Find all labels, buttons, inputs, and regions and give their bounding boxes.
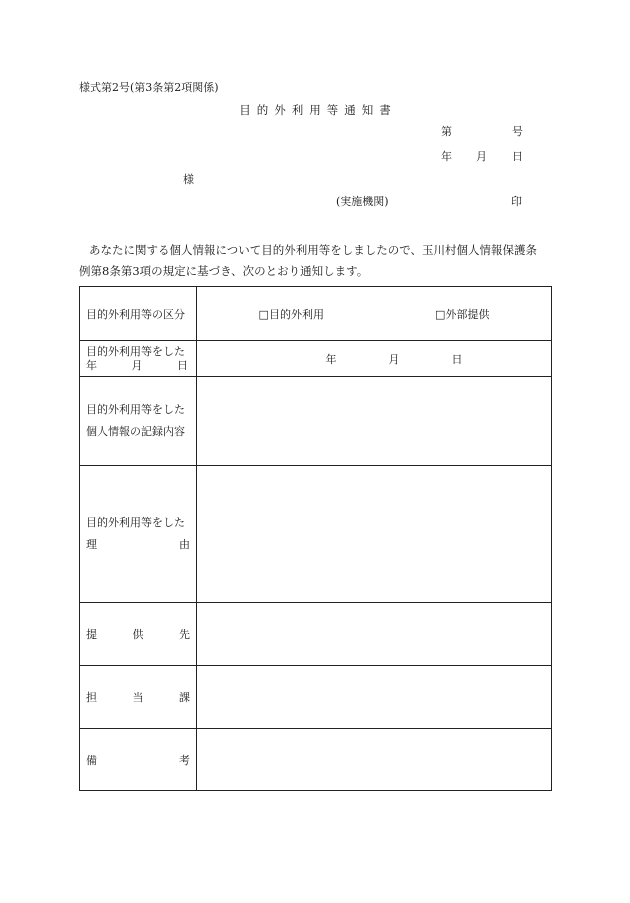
document-number-suffix: 号: [512, 125, 523, 138]
department-field[interactable]: [197, 666, 552, 729]
notice-text-line-2: 例第8条第3項の規定に基づき、次のとおり通知します。: [79, 264, 369, 278]
date-field-month: 月: [388, 352, 400, 366]
row-category: [80, 287, 552, 341]
category-options: [197, 287, 552, 341]
recipient-field[interactable]: [197, 603, 552, 666]
category-label: 目的外利用等の区分: [80, 287, 197, 341]
date-year: 年: [441, 150, 452, 163]
date-field-day: 日: [451, 352, 463, 366]
recipient-honorific: 様: [183, 173, 194, 186]
date-month: 月: [476, 150, 487, 163]
reason-label: 目的外利用等をした 理 由: [80, 466, 197, 603]
seal-mark: 印: [511, 195, 522, 208]
row-recipient: [80, 603, 552, 666]
option-external-provision[interactable]: □外部提供: [435, 307, 490, 321]
document-number-prefix: 第: [441, 125, 452, 138]
remarks-field[interactable]: [197, 729, 552, 791]
form-number: 様式第2号(第3条第2項関係): [79, 81, 219, 94]
date-label: 目的外利用等をした 年 月 日: [80, 341, 197, 377]
recipient-label: 提 供 先: [80, 603, 197, 666]
row-department: [80, 666, 552, 729]
row-remarks: [80, 729, 552, 791]
row-date: [80, 341, 552, 377]
row-reason: [80, 466, 552, 603]
issuing-agency: (実施機関): [336, 195, 389, 208]
department-label: 担 当 課: [80, 666, 197, 729]
content-field[interactable]: [197, 377, 552, 466]
document-title: 目的外利用等通知書: [239, 103, 397, 117]
content-label: 目的外利用等をした 個人情報の記録内容: [80, 377, 197, 466]
remarks-label: 備 考: [80, 729, 197, 791]
reason-field[interactable]: [197, 466, 552, 603]
notice-text-line-1: あなたに関する個人情報について目的外利用等をしましたので、玉川村個人情報保護条: [89, 243, 538, 257]
date-field-year: 年: [325, 352, 337, 366]
date-day: 日: [512, 150, 523, 163]
notice-table: [79, 286, 552, 791]
option-internal-use[interactable]: □目的外利用: [258, 307, 324, 321]
row-content: [80, 377, 552, 466]
date-field[interactable]: [197, 341, 552, 377]
